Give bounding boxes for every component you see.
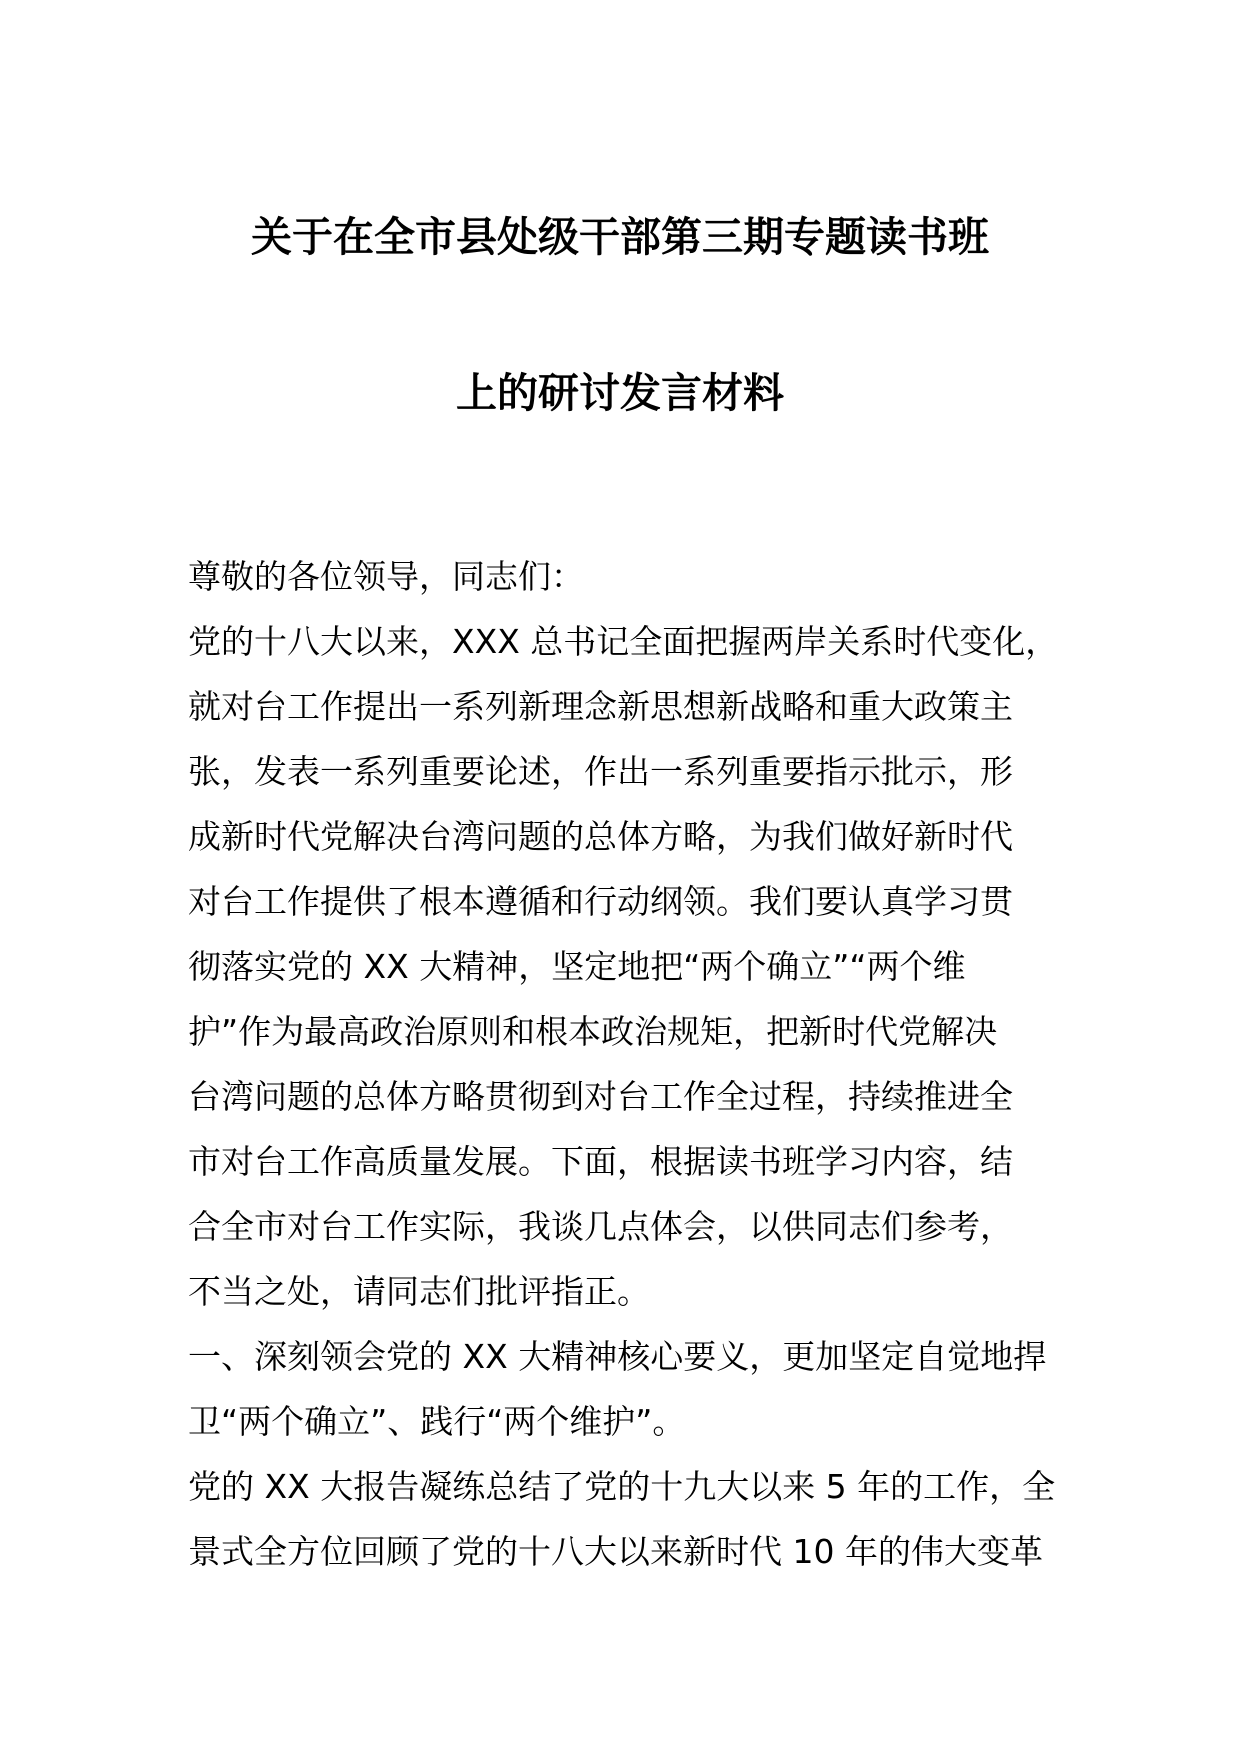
body-line: 党的 XX 大报告凝练总结了党的十九大以来 5 年的工作，全 — [188, 1467, 1056, 1506]
body-line: 成新时代党解决台湾问题的总体方略，为我们做好新时代 — [188, 817, 1013, 856]
body-line: 彻落实党的 XX 大精神，坚定地把“两个确立”“两个维 — [188, 947, 966, 986]
body-line: 张，发表一系列重要论述，作出一系列重要指示批示，形 — [188, 752, 1013, 791]
body-line: 对台工作提供了根本遵循和行动纲领。我们要认真学习贯 — [188, 882, 1013, 921]
document-body — [188, 544, 1068, 1584]
body-line: 市对台工作高质量发展。下面，根据读书班学习内容，结 — [188, 1142, 1013, 1181]
document-title-line-1: 关于在全市县处级干部第三期专题读书班 — [251, 213, 989, 261]
document-title-line-2: 上的研讨发言材料 — [456, 369, 784, 417]
body-line: 台湾问题的总体方略贯彻到对台工作全过程，持续推进全 — [188, 1077, 1013, 1116]
section-heading-line: 一、深刻领会党的 XX 大精神核心要义，更加坚定自觉地捍 — [188, 1337, 1047, 1376]
body-line: 合全市对台工作实际，我谈几点体会，以供同志们参考， — [188, 1207, 1013, 1246]
body-line: 护”作为最高政治原则和根本政治规矩，把新时代党解决 — [188, 1012, 998, 1051]
section-heading-line: 卫“两个确立”、践行“两个维护”。 — [188, 1402, 686, 1441]
body-line: 景式全方位回顾了党的十八大以来新时代 10 年的伟大变革 — [188, 1532, 1043, 1571]
body-line: 就对台工作提出一系列新理念新思想新战略和重大政策主 — [188, 687, 1013, 726]
body-line: 党的十八大以来，XXX 总书记全面把握两岸关系时代变化， — [188, 622, 1059, 661]
body-line: 不当之处，请同志们批评指正。 — [188, 1272, 650, 1311]
salutation: 尊敬的各位领导，同志们： — [188, 557, 584, 596]
